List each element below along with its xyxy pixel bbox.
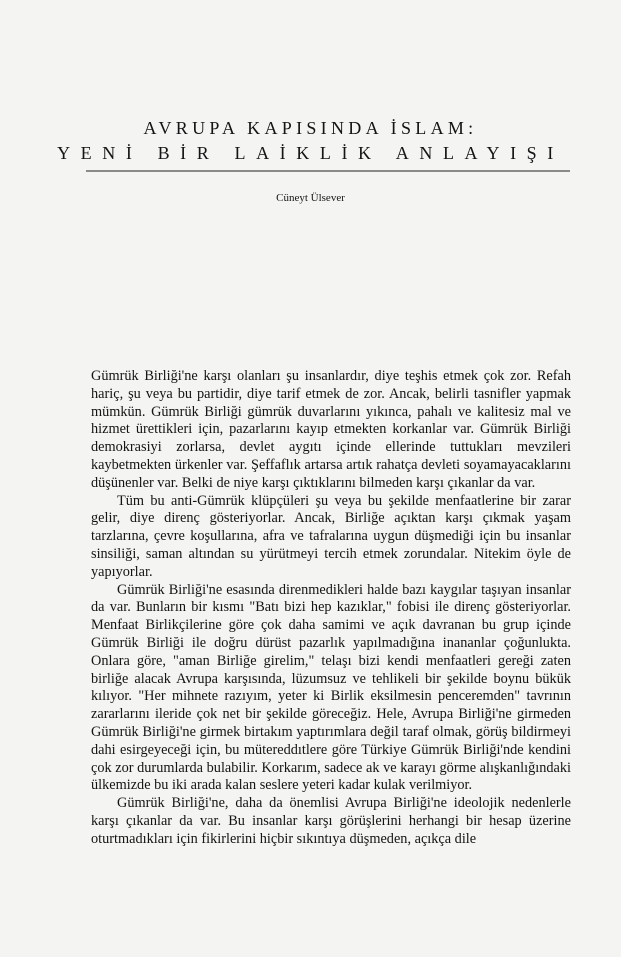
- article-title-line-1: AVRUPA KAPISINDA İSLAM:: [143, 118, 478, 138]
- paragraph: Gümrük Birliği'ne, daha da önemlisi Avrupa Birliği'ne ideolojik nedenlerle karşı çıkanlar da var. Bu insanlar karşı görüşlerini herhangi bir hesap üzerine oturtmadıkları için fikirlerini hiçbir sıkıntıya düşmeden, açıkça dile: [91, 795, 571, 847]
- title-divider: [86, 170, 570, 172]
- paragraph: Gümrük Birliği'ne esasında direnmedikleri halde bazı kaygılar taşıyan insanlar da var. Bunların bir kısmı "Batı bizi hep kazıklar," fobisi ile direnç gösteriyorlar. Menfaat Birlikçilerine göre çok daha samimi ve açık davranan bu grup içinde Gümrük Birliği ile doğru dürüst pazarlık yapılmadığına inananlar çoğunlukta. Onlara göre, "aman Birliğe girelim," telaşı bizi kendi menfaatleri gereği zaten birliğe alacak Avrupa karşısında, lüzumsuz ve tehlikeli bir şekilde boynu bükük kılıyor. "Her mihnete razıyım, yeter ki Birlik eksilmesin penceremden" tavrının zararlarını ileride çok net bir şekilde göreceğiz. Hele, Avrupa Birliği'ne girmeden Gümrük Birliği'ne girmek birtakım yaptırımlara değil taraf olmak, görüş bildirmeyi dahi esirgeyeceği için, bu mütereddıtlere göre Türkiye Gümrük Birliği'nde kendini çok zor durumlarda bulabilir. Korkarım, sadece ak ve karayı görme alışkanlığındaki ülkemizde bu iki arada kalan seslere yeteri kadar kulak verilmiyor.: [91, 581, 571, 794]
- paragraph: Gümrük Birliği'ne karşı olanları şu insanlardır, diye teşhis etmek çok zor. Refah hariç, şu veya bu partidir, diye tarif etmek de zor. Ancak, belirli tasnifler yapmak mümkün. Gümrük Birliği gümrük duvarlarını yıkınca, pahalı ve kalitesiz mal ve hizmet ürettikleri için, pazarlarını kayıp etmekten korkanlar var. Gümrük Birliği demokrasiyi zorlarsa, devlet aygıtı içinde ellerinde tuttukları mevzileri kaybetmekten ürkenler var. Şeffaflık artarsa artık rahatça devleti soyamayacaklarını düşünenler var. Belki de niye karşı çıktıklarını bilmeden karşı çıkanlar da var.: [91, 368, 571, 491]
- article-body: [91, 368, 571, 849]
- paragraph: Tüm bu anti-Gümrük klüpçüleri şu veya bu şekilde menfaatlerine bir zarar gelir, diye direnç gösteriyorlar. Ancak, Birliğe açıktan karşı çıkmak yaşam tarzlarına, çevre koşullarına, afra ve tafralarına uygun düşmediği için bu insanlar sinsiliği, saman altından su yürütmeyi tercih etmek zorundalar. Nitekim öyle de yapıyorlar.: [91, 492, 571, 580]
- article-title-line-2: YENİ BİR LAİKLİK ANLAYIŞI: [57, 143, 564, 163]
- article-author: Cüneyt Ülsever: [276, 192, 345, 204]
